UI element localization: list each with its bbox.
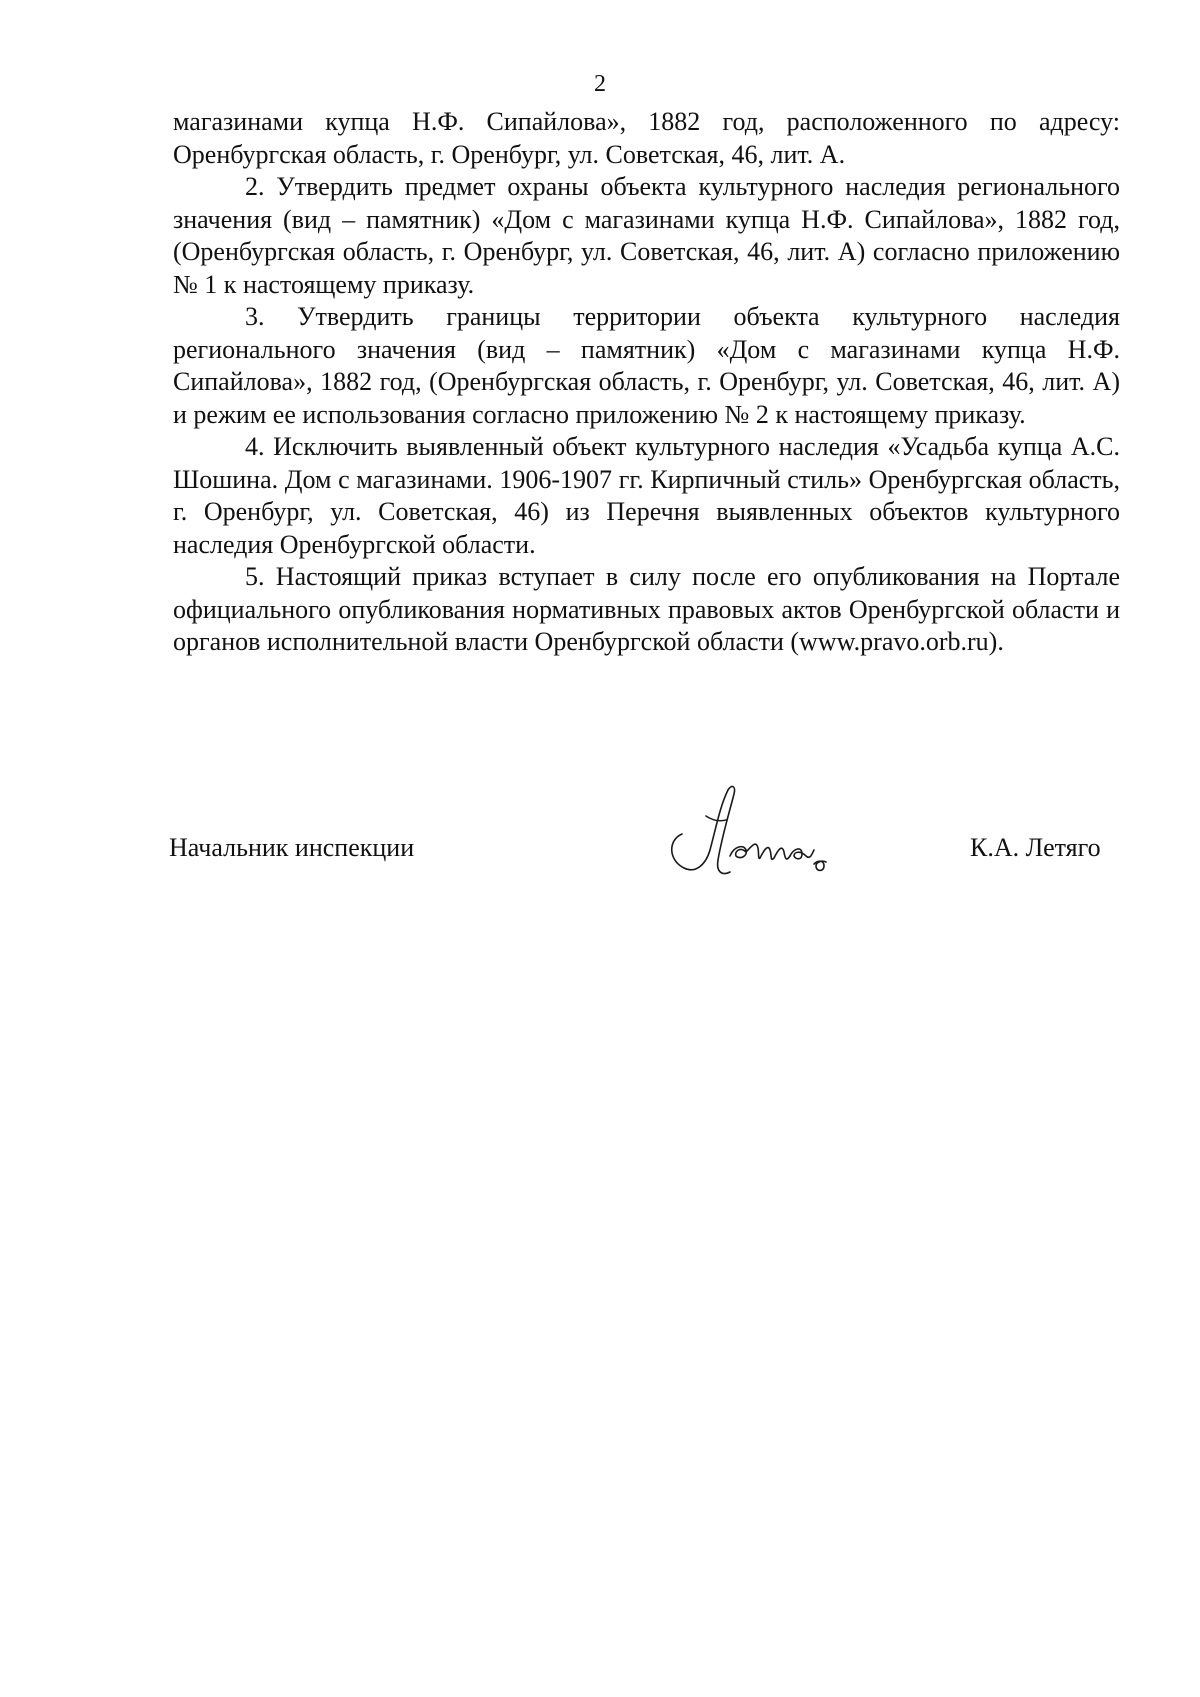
paragraph-item-3: 3. Утвердить границы территории объекта культурного наследия регионального значения (вид – памятник) «Дом с магазинами купца Н.Ф. Сипайлова», 1882 год, (Оренбургская область, г. Оренбург, ул. Советская, 46, лит. А) и режим ее использования согласно приложению № 2 к настоящему приказу.	[173, 302, 1120, 429]
page-number: 2	[594, 71, 606, 97]
signature-block	[0, 776, 1200, 896]
document-body	[173, 106, 1120, 659]
paragraph-item-4: 4. Исключить выявленный объект культурного наследия «Усадьба купца А.С. Шошина. Дом с магазинами. 1906-1907 гг. Кирпичный стиль» Оренбургская область, г. Оренбург, ул. Советская, 46) из Перечня выявленных объектов культурного наследия Оренбургской области.	[173, 432, 1120, 559]
signatory-title: Начальник инспекции	[169, 833, 415, 862]
signatory-name: К.А. Летяго	[970, 833, 1101, 862]
paragraph-item-2: 2. Утвердить предмет охраны объекта культурного наследия регионального значения (вид – памятник) «Дом с магазинами купца Н.Ф. Сипайлова», 1882 год, (Оренбургская область, г. Оренбург, ул. Советская, 46, лит. А) согласно приложению № 1 к настоящему приказу.	[173, 172, 1120, 299]
paragraph-continuation: магазинами купца Н.Ф. Сипайлова», 1882 год, расположенного по адресу: Оренбургская область, г. Оренбург, ул. Советская, 46, лит. А.	[173, 107, 1120, 169]
handwritten-signature	[660, 776, 860, 886]
paragraph-item-5: 5. Настоящий приказ вступает в силу после его опубликования на Портале официального опубликования нормативных правовых актов Оренбургской области и органов исполнительной власти Оренбургской области (www.pravo.orb.ru).	[173, 562, 1120, 656]
